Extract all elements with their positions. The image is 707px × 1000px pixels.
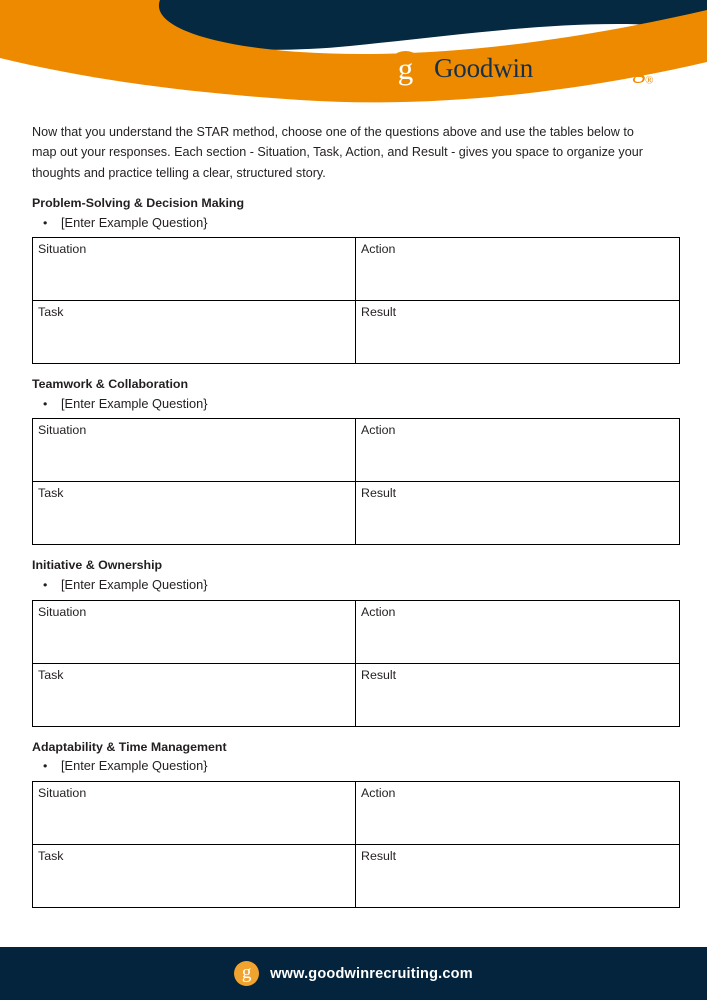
cell-action[interactable]: Action [356, 419, 680, 482]
table-row [33, 301, 680, 364]
cell-result[interactable]: Result [356, 301, 680, 364]
section-heading: Teamwork & Collaboration [32, 377, 189, 392]
bullet-dot-icon: • [43, 215, 48, 230]
cell-situation[interactable]: Situation [33, 781, 356, 844]
intro-paragraph: Now that you understand the STAR method, choose one of the questions above and use the tables below to map out your responses. Each section - Situation, Task, Action, and Result - gives you space to organize your thoughts and practice telling a clear, structured story. [32, 125, 643, 180]
footer-website-url[interactable]: www.goodwinrecruiting.com [270, 965, 473, 982]
star-table [32, 600, 680, 727]
cell-situation[interactable]: Situation [33, 419, 356, 482]
footer-g-badge-icon [234, 961, 259, 986]
section-initiative [32, 558, 667, 726]
section-heading: Adaptability & Time Management [32, 739, 227, 754]
section-bullet [32, 577, 667, 594]
example-question-placeholder[interactable]: [Enter Example Question} [61, 576, 208, 592]
bullet-dot-icon: • [43, 577, 48, 592]
cell-situation[interactable]: Situation [33, 600, 356, 663]
section-problem-solving [32, 196, 667, 364]
footer-badge-letter: g [241, 962, 252, 983]
table-row [33, 600, 680, 663]
star-table [32, 418, 680, 545]
section-adaptability [32, 740, 667, 908]
table-row [33, 844, 680, 907]
cell-result[interactable]: Result [356, 844, 680, 907]
logo-wordmark [434, 52, 654, 87]
example-question-placeholder[interactable]: [Enter Example Question} [61, 214, 208, 230]
star-table [32, 237, 680, 364]
document-body [0, 112, 707, 908]
cell-action[interactable]: Action [356, 238, 680, 301]
cell-result[interactable]: Result [356, 663, 680, 726]
cell-action[interactable]: Action [356, 781, 680, 844]
table-row [33, 663, 680, 726]
section-bullet [32, 758, 667, 775]
star-table [32, 781, 680, 908]
table-row [33, 482, 680, 545]
bullet-dot-icon: • [43, 759, 48, 774]
logo-badge-letter: g [397, 51, 414, 86]
table-row [33, 419, 680, 482]
cell-result[interactable]: Result [356, 482, 680, 545]
example-question-placeholder[interactable]: [Enter Example Question} [61, 758, 208, 774]
registered-trademark-icon: ® [645, 74, 654, 87]
logo-word-recruiting: Recruiting [533, 52, 646, 83]
brand-logo [386, 51, 653, 90]
content-column [32, 122, 667, 908]
section-heading: Initiative & Ownership [32, 558, 163, 573]
example-question-placeholder[interactable]: [Enter Example Question} [61, 395, 208, 411]
logo-word-goodwin: Goodwin [434, 52, 534, 83]
bullet-dot-icon: • [43, 396, 48, 411]
goodwin-g-badge-icon [386, 51, 425, 90]
section-bullet [32, 396, 667, 413]
footer-brand-lockup [234, 961, 473, 986]
cell-task[interactable]: Task [33, 844, 356, 907]
section-teamwork [32, 377, 667, 545]
cell-task[interactable]: Task [33, 663, 356, 726]
table-row [33, 238, 680, 301]
cell-action[interactable]: Action [356, 600, 680, 663]
table-row [33, 781, 680, 844]
section-bullet [32, 215, 667, 232]
cell-task[interactable]: Task [33, 301, 356, 364]
footer-bar [0, 947, 707, 1000]
cell-task[interactable]: Task [33, 482, 356, 545]
section-heading: Problem-Solving & Decision Making [32, 196, 245, 211]
cell-situation[interactable]: Situation [33, 238, 356, 301]
